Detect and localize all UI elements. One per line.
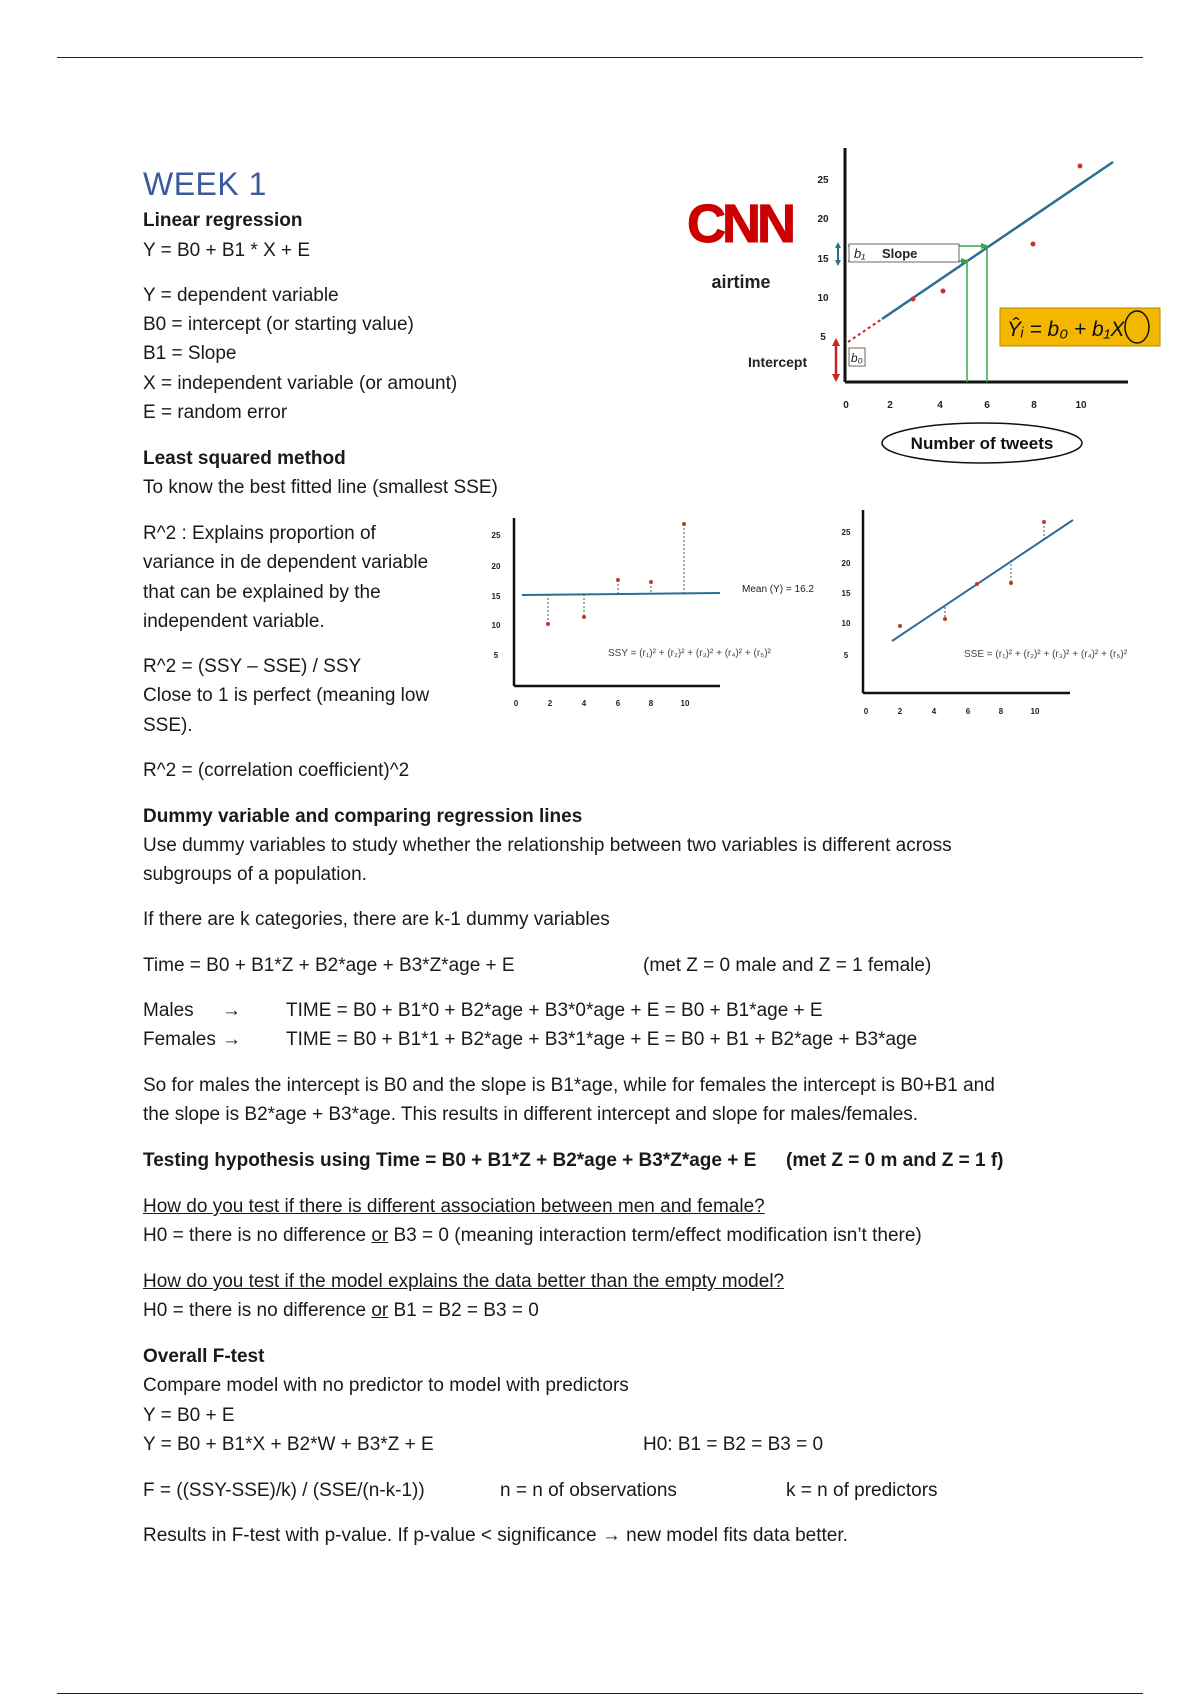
def-line: B0 = intercept (or starting value) bbox=[143, 314, 414, 335]
data-point bbox=[682, 522, 686, 526]
answer-1-pre: H0 = there is no difference bbox=[143, 1225, 372, 1246]
xlabel: Number of tweets bbox=[910, 434, 1054, 453]
data-point bbox=[1078, 164, 1083, 169]
y-tick-labels bbox=[492, 531, 501, 660]
dummy-conclusion-line: So for males the intercept is B0 and the slope is B1*age, while for females the intercept is B0+B1 and bbox=[143, 1075, 995, 1096]
dummy-conclusion-line: the slope is B2*age + B3*age. This results in different intercept and slope for males/females. bbox=[143, 1104, 919, 1125]
ftest-result-post: new model fits data better. bbox=[620, 1525, 848, 1546]
x-tick-label: 0 bbox=[863, 707, 869, 716]
answer-2-pre: H0 = there is no difference bbox=[143, 1300, 372, 1321]
top-rule bbox=[57, 57, 1143, 58]
model-0: Y = B0 + E bbox=[143, 1405, 235, 1426]
page-title: WEEK 1 bbox=[143, 166, 267, 202]
x-tick-label: 10 bbox=[1030, 707, 1040, 716]
sse-formula: SSE = (r₁)² + (r₂)² + (r₃)² + (r₄)² + (r₅)² bbox=[964, 649, 1128, 660]
intercept-label: Intercept bbox=[748, 354, 808, 370]
answer-1-post: B3 = 0 (meaning interaction term/effect modification isn’t there) bbox=[388, 1225, 922, 1246]
y-tick-label: 5 bbox=[843, 651, 849, 660]
x-tick-label: 4 bbox=[937, 400, 943, 411]
x-tick-label: 2 bbox=[887, 400, 893, 411]
dummy-k: If there are k categories, there are k-1 dummy variables bbox=[143, 909, 610, 930]
x-tick-label: 6 bbox=[615, 699, 621, 708]
ftest-result-pre: Results in F-test with p-value. If p-value < significance bbox=[143, 1525, 602, 1546]
data-point bbox=[943, 617, 947, 621]
data-point bbox=[1042, 520, 1046, 524]
ftest-h0: H0: B1 = B2 = B3 = 0 bbox=[643, 1434, 824, 1455]
question-1: How do you test if there is different association between men and female? bbox=[143, 1196, 765, 1217]
ftest-heading: Overall F-test bbox=[143, 1346, 265, 1367]
y-tick-label: 10 bbox=[841, 619, 851, 628]
males-label: Males bbox=[143, 1000, 194, 1021]
r2-formula-line: Close to 1 is perfect (meaning low bbox=[143, 685, 430, 706]
females-equation: TIME = B0 + B1*1 + B2*age + B3*1*age + E = B0 + B1 + B2*age + B3*age bbox=[286, 1029, 918, 1050]
dummy-desc-line: Use dummy variables to study whether the relationship between two variables is different across bbox=[143, 835, 952, 856]
ssy-figure bbox=[480, 508, 830, 713]
dummy-desc-line: subgroups of a population. bbox=[143, 864, 367, 885]
mean-line bbox=[522, 593, 720, 595]
x-tick-label: 6 bbox=[965, 707, 971, 716]
extrapolated-line bbox=[848, 319, 882, 342]
n-definition: n = n of observations bbox=[500, 1480, 677, 1501]
ftest-line: Compare model with no predictor to model with predictors bbox=[143, 1375, 629, 1396]
data-point bbox=[649, 580, 653, 584]
regression-line bbox=[892, 520, 1073, 641]
sse-figure bbox=[830, 508, 1175, 723]
y-tick-label: 25 bbox=[491, 531, 501, 540]
mean-label: Mean (Y) = 16.2 bbox=[742, 584, 814, 595]
testing-heading: Testing hypothesis using Time = B0 + B1*Z + B2*age + B3*Z*age + E bbox=[143, 1150, 757, 1171]
equation-label: Ŷᵢ = b₀ + b₁X bbox=[1007, 318, 1125, 341]
airtime-label: airtime bbox=[711, 272, 771, 292]
x-tick-label: 0 bbox=[843, 400, 849, 411]
time-note: (met Z = 0 male and Z = 1 female) bbox=[643, 955, 932, 976]
data-point bbox=[975, 582, 979, 586]
def-line: X = independent variable (or amount) bbox=[143, 373, 458, 394]
data-point bbox=[941, 289, 946, 294]
y-tick-label: 15 bbox=[491, 592, 501, 601]
y-tick-label: 10 bbox=[491, 621, 501, 630]
testing-heading-note: (met Z = 0 m and Z = 1 f) bbox=[786, 1150, 1004, 1171]
x-tick-label: 10 bbox=[680, 699, 690, 708]
x-tick-label: 4 bbox=[581, 699, 587, 708]
y-tick-label: 25 bbox=[841, 528, 851, 537]
b1-arrowhead bbox=[835, 242, 841, 248]
answer-2-post: B1 = B2 = B3 = 0 bbox=[388, 1300, 539, 1321]
r2-desc-line: that can be explained by the bbox=[143, 582, 381, 603]
y-tick-label: 20 bbox=[841, 559, 851, 568]
x-tick-labels bbox=[843, 400, 1087, 411]
data-point bbox=[582, 615, 586, 619]
males-equation: TIME = B0 + B1*0 + B2*age + B3*0*age + E = B0 + B1*age + E bbox=[286, 1000, 823, 1021]
x-tick-label: 2 bbox=[547, 699, 553, 708]
linear-formula: Y = B0 + B1 * X + E bbox=[143, 240, 311, 261]
y-tick-labels bbox=[817, 175, 829, 343]
time-equation: Time = B0 + B1*Z + B2*age + B3*Z*age + E bbox=[143, 955, 515, 976]
def-line: Y = dependent variable bbox=[143, 285, 339, 306]
b0-arrowhead bbox=[832, 338, 840, 346]
r2-desc-line: independent variable. bbox=[143, 611, 325, 632]
def-line: B1 = Slope bbox=[143, 343, 237, 364]
y-tick-label: 20 bbox=[491, 562, 501, 571]
r2-desc-line: variance in de dependent variable bbox=[143, 552, 429, 573]
x-tick-label: 8 bbox=[648, 699, 654, 708]
y-tick-label: 15 bbox=[817, 254, 829, 265]
b0-label: b₀ bbox=[851, 351, 863, 365]
r2-desc-line: R^2 : Explains proportion of bbox=[143, 523, 376, 544]
answer-2-or: or bbox=[371, 1300, 389, 1321]
ftest-result bbox=[143, 1521, 848, 1550]
k-definition: k = n of predictors bbox=[786, 1480, 938, 1501]
y-tick-label: 20 bbox=[817, 214, 829, 225]
lsm-line: To know the best fitted line (smallest SSE) bbox=[143, 477, 498, 498]
females-label: Females bbox=[143, 1029, 216, 1050]
regression-line bbox=[882, 162, 1113, 319]
y-tick-labels bbox=[842, 528, 851, 660]
bottom-rule bbox=[57, 1693, 1143, 1694]
def-line: E = random error bbox=[143, 402, 288, 423]
x-tick-label: 8 bbox=[1031, 400, 1037, 411]
x-tick-label: 10 bbox=[1075, 400, 1087, 411]
b0-arrowhead bbox=[832, 374, 840, 382]
data-point bbox=[898, 624, 902, 628]
arrow-icon: → bbox=[601, 1525, 621, 1546]
data-point bbox=[1009, 581, 1013, 585]
x-tick-label: 2 bbox=[897, 707, 903, 716]
r2-corr: R^2 = (correlation coefficient)^2 bbox=[143, 760, 410, 781]
dummy-heading: Dummy variable and comparing regression lines bbox=[143, 806, 583, 827]
data-point bbox=[1031, 242, 1036, 247]
y-tick-label: 25 bbox=[817, 175, 829, 186]
x-tick-labels bbox=[514, 699, 690, 708]
x-tick-labels bbox=[864, 707, 1040, 716]
cnn-logo: CNN bbox=[687, 194, 792, 254]
x-tick-label: 4 bbox=[931, 707, 937, 716]
b1-arrowhead bbox=[835, 260, 841, 266]
arrow-icon: → bbox=[222, 1000, 241, 1021]
f-formula: F = ((SSY-SSE)/k) / (SSE/(n-k-1)) bbox=[143, 1480, 425, 1501]
y-tick-label: 10 bbox=[817, 293, 829, 304]
main-regression-figure bbox=[680, 140, 1170, 480]
linear-heading: Linear regression bbox=[143, 210, 303, 231]
y-tick-label: 5 bbox=[820, 332, 826, 343]
data-point bbox=[546, 622, 550, 626]
slope-label: Slope bbox=[882, 246, 918, 261]
model-1: Y = B0 + B1*X + B2*W + B3*Z + E bbox=[143, 1434, 434, 1455]
y-tick-label: 15 bbox=[841, 589, 851, 598]
lsm-heading: Least squared method bbox=[143, 448, 346, 469]
answer-2 bbox=[143, 1296, 539, 1325]
b1-label: b₁ bbox=[854, 246, 866, 261]
r2-formula-line: SSE). bbox=[143, 715, 193, 736]
ssy-formula: SSY = (r₁)² + (r₂)² + (r₃)² + (r₄)² + (r₅)² bbox=[608, 648, 771, 659]
data-point bbox=[616, 578, 620, 582]
y-tick-label: 5 bbox=[493, 651, 499, 660]
x-tick-label: 8 bbox=[998, 707, 1004, 716]
x-tick-label: 0 bbox=[513, 699, 519, 708]
arrow-icon: → bbox=[222, 1029, 241, 1050]
answer-1 bbox=[143, 1221, 922, 1250]
data-point bbox=[911, 297, 916, 302]
x-tick-label: 6 bbox=[984, 400, 990, 411]
r2-formula-line: R^2 = (SSY – SSE) / SSY bbox=[143, 656, 362, 677]
answer-1-or: or bbox=[371, 1225, 389, 1246]
question-2: How do you test if the model explains the data better than the empty model? bbox=[143, 1271, 785, 1292]
